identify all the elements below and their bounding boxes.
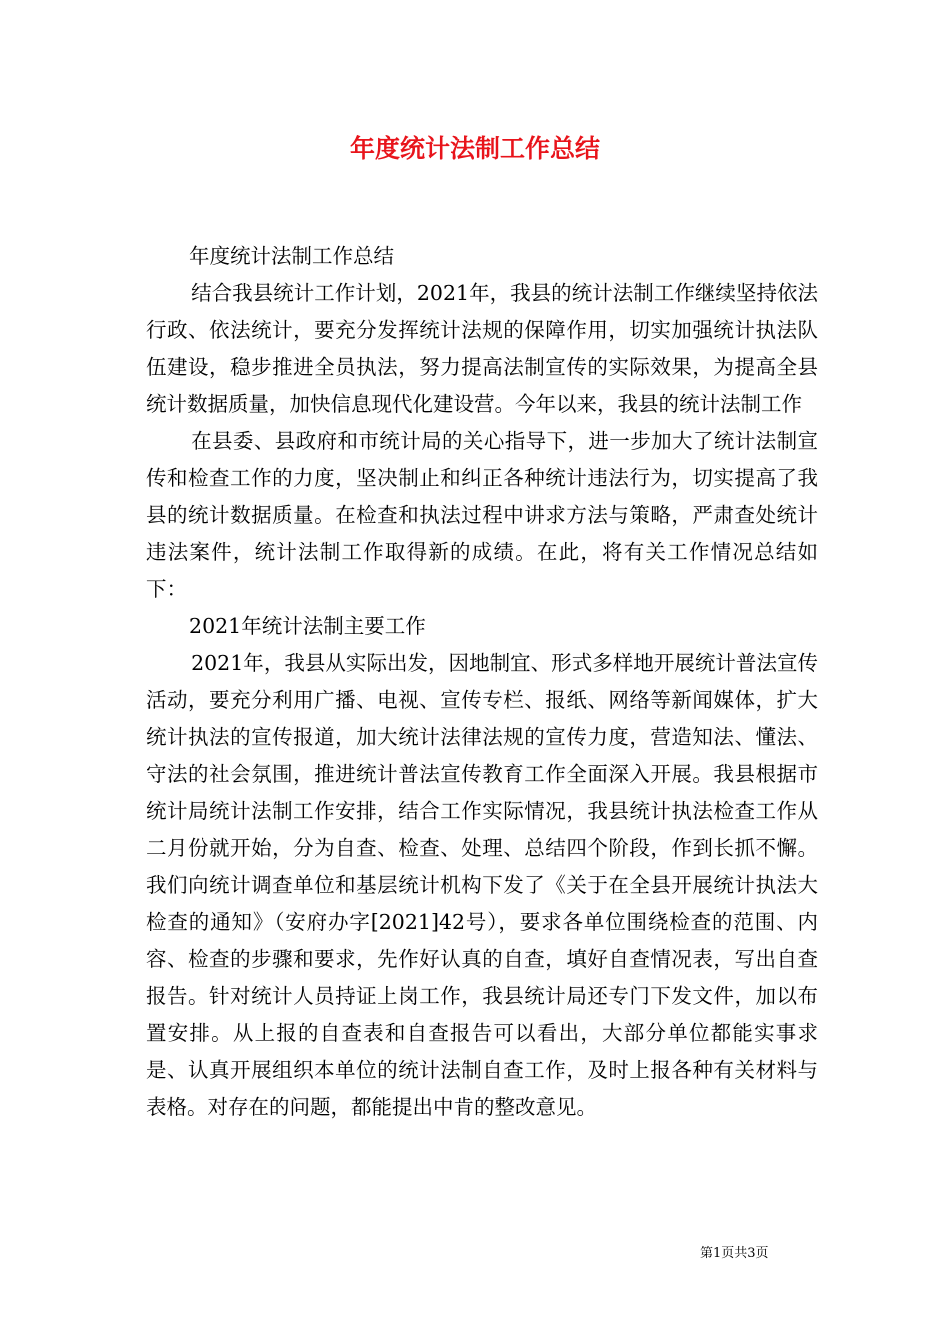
- paragraph-subtitle: 年度统计法制工作总结: [189, 244, 395, 268]
- paragraph-main-work: 2021年，我县从实际出发，因地制宜、形式多样地开展统计普法宣传活动，要充分利用广播、电视、宣传专栏、报纸、网络等新闻媒体，扩大统计执法的宣传报道，加大统计法律法规的宣传力度，营造知法、懂法、守法的社会氛围，推进统计普法宣传教育工作全面深入开展。我县根据市统计局统计法制工作安排，结合工作实际情况，我县统计执法检查工作从二月份就开始，分为自查、检查、处理、总结四个阶段，作到长抓不懈。我们向统计调查单位和基层统计机构下发了《关于在全县开展统计执法大检查的通知》（安府办字[2021]42号），要求各单位围绕检查的范围、内容、检查的步骤和要求，先作好认真的自查，填好自查情况表，写出自查报告。针对统计人员持证上岗工作，我县统计局还专门下发文件，加以布置安排。从上报的自查表和自查报告可以看出，大部分单位都能实事求是、认真开展组织本单位的统计法制自查工作，及时上报各种有关材料与表格。对存在的问题，都能提出中肯的整改意见。: [146, 651, 818, 1119]
- document-body: [146, 238, 818, 1126]
- page-number: 第1页共3页: [700, 1246, 769, 1261]
- document-title: 年度统计法制工作总结: [349, 134, 600, 163]
- paragraph-intro: 结合我县统计工作计划，2021年，我县的统计法制工作继续坚持依法行政、依法统计，要充分发挥统计法规的保障作用，切实加强统计执法队伍建设，稳步推进全员执法，努力提高法制宣传的实际效果，为提高全县统计数据质量，加快信息现代化建设营。今年以来，我县的统计法制工作: [146, 281, 818, 416]
- paragraph-overview: 在县委、县政府和市统计局的关心指导下，进一步加大了统计法制宣传和检查工作的力度，坚决制止和纠正各种统计违法行为，切实提高了我县的统计数据质量。在检查和执法过程中讲求方法与策略，严肃查处统计违法案件，统计法制工作取得新的成绩。在此，将有关工作情况总结如下：: [146, 429, 818, 601]
- section-heading: 2021年统计法制主要工作: [189, 614, 426, 638]
